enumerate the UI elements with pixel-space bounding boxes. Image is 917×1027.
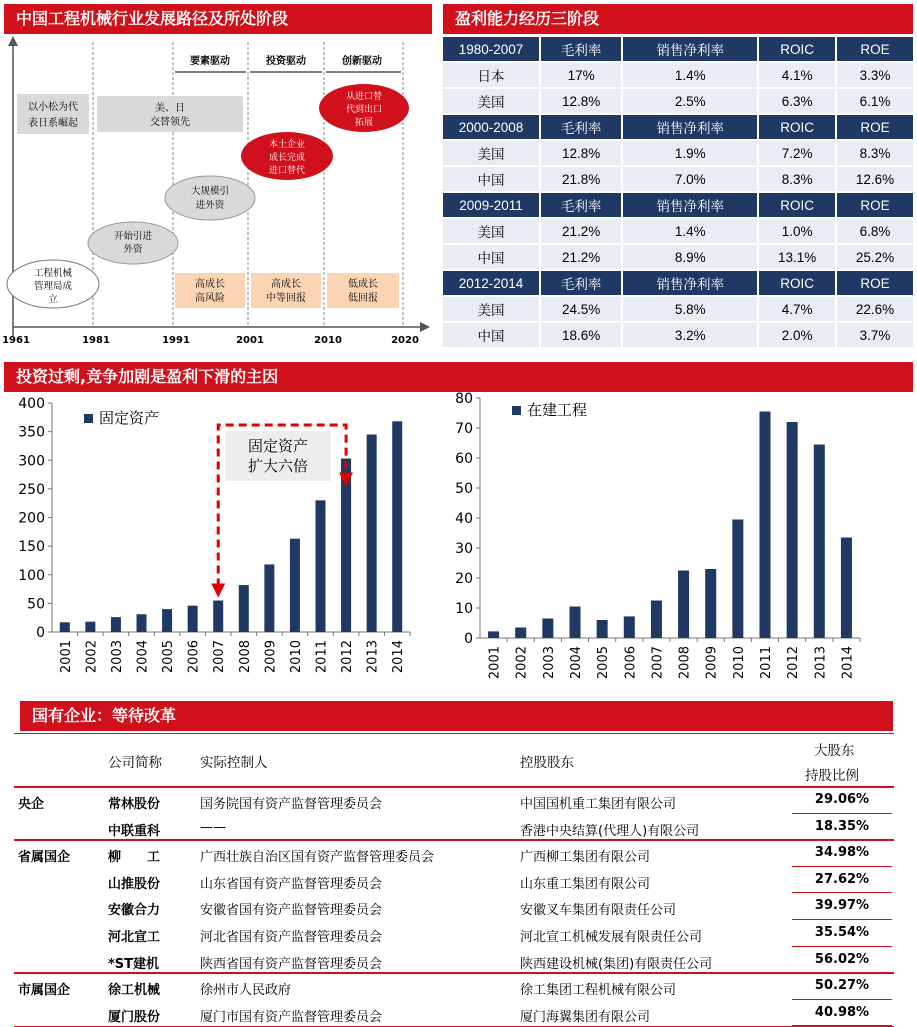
year-label: 2020: [391, 335, 419, 346]
x-tick-label: 2004: [135, 640, 151, 674]
x-tick-label: 2011: [759, 646, 774, 680]
leader-box: 美、日: [155, 103, 185, 114]
metric-value: 6.3%: [759, 89, 835, 113]
country-row: [443, 323, 913, 347]
bar: [760, 412, 771, 639]
table-row: [14, 920, 894, 947]
x-tick-label: 2013: [365, 640, 381, 674]
return-box: 低回报: [348, 293, 378, 304]
company-name: 厦门股份: [108, 1009, 161, 1025]
metric-header: 销售净利率: [623, 115, 757, 139]
bar: [367, 434, 377, 632]
stage-bubble: 本土企业: [268, 140, 306, 150]
country-name: 日本: [443, 63, 539, 87]
col-company: 公司简称: [108, 755, 162, 771]
metric-value: 22.6%: [837, 297, 913, 321]
x-tick-label: 2002: [84, 640, 100, 674]
x-tick-label: 2007: [650, 646, 666, 680]
soe-header: 国有企业：等待改革: [20, 701, 893, 731]
metric-value: 1.4%: [623, 219, 757, 243]
ratio-value: 27.62%: [792, 867, 892, 894]
driver-label: 创新驱动: [342, 56, 382, 67]
year-label: 1961: [2, 335, 30, 346]
table-row: [14, 840, 894, 867]
y-tick-label: 300: [18, 453, 45, 470]
return-box: 高成长: [195, 279, 225, 290]
metric-header: 毛利率: [541, 193, 621, 217]
y-axis-arrow: [8, 36, 18, 46]
table-row: [14, 787, 894, 814]
profitability-header: 盈利能力经历三阶段: [443, 4, 913, 34]
y-tick-label: 400: [18, 396, 45, 412]
metric-value: 2.5%: [623, 89, 757, 113]
ratio-value: 40.98%: [792, 1000, 892, 1027]
period-label: 1980-2007: [443, 37, 539, 61]
bar: [60, 622, 70, 632]
annotation-text: 固定资产: [247, 437, 309, 455]
x-tick-label: 2013: [813, 646, 829, 680]
country-name: 美国: [443, 297, 539, 321]
bar: [787, 422, 798, 638]
company-name: 河北宣工: [108, 930, 161, 945]
y-tick-label: 70: [455, 421, 473, 437]
holder-name: 山东重工集团有限公司: [520, 876, 651, 892]
period-label: 2009-2011: [443, 193, 539, 217]
y-tick-label: 10: [455, 601, 473, 617]
bar: [488, 631, 499, 638]
col-ratio: 大股东: [814, 743, 855, 759]
table-row: [14, 893, 894, 920]
x-tick-label: 2004: [569, 646, 584, 680]
controller-name: 河北省国有资产监督管理委员会: [200, 930, 383, 945]
ratio-value: 39.97%: [792, 893, 892, 920]
holder-name: 徐工集团工程机械有限公司: [520, 983, 677, 999]
ratio-value: 56.02%: [792, 947, 892, 974]
y-tick-label: 40: [455, 511, 473, 527]
metric-value: 25.2%: [837, 245, 913, 269]
development-path-diagram: [0, 36, 436, 352]
bar: [678, 571, 689, 639]
country-row: [443, 297, 913, 321]
metric-header: ROE: [837, 37, 913, 61]
metric-value: 3.2%: [623, 323, 757, 347]
metric-value: 5.8%: [623, 297, 757, 321]
metric-value: 21.2%: [541, 245, 621, 269]
country-name: 美国: [443, 89, 539, 113]
stage-bubble: 管理局成: [33, 281, 73, 292]
metric-value: 8.9%: [623, 245, 757, 269]
stage-bubble: 立: [48, 294, 58, 305]
metric-header: 毛利率: [541, 37, 621, 61]
metric-value: 13.1%: [759, 245, 835, 269]
metric-header: 销售净利率: [623, 271, 757, 295]
holder-name: 中国国机重工集团有限公司: [520, 797, 677, 812]
y-tick-label: 0: [36, 625, 45, 641]
y-tick-label: 250: [18, 481, 45, 498]
year-label: 1981: [82, 335, 110, 346]
leader-box: 以小松为代: [28, 102, 78, 113]
ratio-value: 29.06%: [792, 787, 892, 814]
country-row: [443, 167, 913, 191]
construction-in-progress-chart: [440, 388, 880, 690]
country-row: [443, 219, 913, 243]
controller-name: 山东省国有资产监督管理委员会: [200, 876, 383, 892]
x-tick-label: 2008: [237, 640, 253, 674]
metric-value: 12.8%: [541, 89, 621, 113]
metric-value: 21.8%: [541, 167, 621, 191]
x-tick-label: 2011: [314, 640, 330, 674]
country-name: 中国: [443, 245, 539, 269]
controller-name: 徐州市人民政府: [200, 983, 292, 999]
x-tick-label: 2005: [161, 640, 177, 674]
ratio-value: 50.27%: [792, 973, 892, 1000]
controller-name: 厦门市国有资产监督管理委员会: [200, 1009, 383, 1025]
group-label: 省属国企: [18, 850, 71, 866]
group-label: 市属国企: [18, 983, 71, 999]
metric-value: 24.5%: [541, 297, 621, 321]
bar: [137, 614, 147, 632]
country-name: 中国: [443, 167, 539, 191]
ratio-value: 35.54%: [792, 920, 892, 947]
y-tick-label: 50: [455, 481, 473, 497]
arrow-icon: [211, 584, 225, 598]
bar: [841, 538, 852, 639]
metric-value: 4.7%: [759, 297, 835, 321]
y-tick-label: 80: [455, 391, 473, 407]
country-name: 中国: [443, 323, 539, 347]
period-header-row: [443, 37, 913, 61]
bar: [705, 569, 716, 638]
country-row: [443, 89, 913, 113]
stage-bubble: 开始引进: [113, 231, 153, 242]
group-label: 央企: [18, 797, 45, 812]
return-box: 高风险: [195, 293, 225, 304]
table-row: [14, 973, 894, 1000]
metric-header: ROIC: [759, 193, 835, 217]
metric-value: 1.0%: [759, 219, 835, 243]
y-tick-label: 0: [464, 631, 473, 647]
metric-value: 7.0%: [623, 167, 757, 191]
metric-value: 18.6%: [541, 323, 621, 347]
company-name: 安徽合力: [108, 903, 161, 919]
controller-name: 广西壮族自治区国有资产监督管理委员会: [200, 850, 435, 866]
annotation-text: 扩大六倍: [247, 457, 309, 475]
country-row: [443, 141, 913, 165]
bar: [732, 520, 743, 639]
metric-value: 8.3%: [759, 167, 835, 191]
x-tick-label: 2001: [58, 640, 74, 674]
company-name: 常林股份: [108, 797, 161, 812]
legend-label: 在建工程: [527, 401, 588, 419]
period-label: 2012-2014: [443, 271, 539, 295]
x-tick-label: 2010: [731, 646, 747, 680]
metric-value: 2.0%: [759, 323, 835, 347]
period-header-row: [443, 193, 913, 217]
stage-bubble: 进外资: [195, 200, 225, 211]
legend-swatch: [512, 406, 521, 415]
return-box: 低成长: [348, 279, 378, 290]
investment-header: 投资过剩,竞争加剧是盈利下滑的主因: [4, 362, 913, 392]
bar: [264, 564, 274, 632]
profitability-table: [441, 35, 915, 349]
y-tick-label: 150: [18, 539, 45, 556]
bar: [814, 445, 825, 639]
stage-bubble: 工程机械: [33, 268, 73, 279]
metric-value: 3.3%: [837, 63, 913, 87]
stage-bubble: 外资: [123, 244, 143, 255]
metric-header: 毛利率: [541, 271, 621, 295]
stage-bubble: 拓展: [354, 118, 374, 128]
metric-header: 销售净利率: [623, 37, 757, 61]
x-tick-label: 2007: [212, 640, 228, 674]
table-row: [14, 814, 894, 841]
company-name: *ST建机: [108, 956, 160, 972]
holder-name: 香港中央结算(代理人)有限公司: [520, 823, 700, 839]
x-tick-label: 2009: [263, 640, 279, 674]
period-label: 2000-2008: [443, 115, 539, 139]
year-label: 1991: [162, 335, 190, 346]
y-tick-label: 60: [455, 451, 473, 467]
stage-bubble: 代到出口: [345, 105, 383, 115]
bar: [188, 606, 198, 632]
x-tick-label: 2003: [541, 646, 557, 680]
soe-header-row: [14, 733, 894, 787]
table-row: [14, 867, 894, 894]
legend-label: 固定资产: [99, 409, 160, 427]
x-tick-label: 2003: [109, 640, 125, 674]
company-name: 山推股份: [108, 876, 161, 892]
period-header-row: [443, 271, 913, 295]
country-row: [443, 245, 913, 269]
group-divider: [14, 972, 894, 974]
holder-name: 河北宣工机械发展有限责任公司: [520, 930, 703, 945]
controller-name: 国务院国有资产监督管理委员会: [200, 797, 383, 812]
bar: [85, 622, 95, 632]
metric-header: ROE: [837, 193, 913, 217]
col-controller: 实际控制人: [200, 755, 268, 771]
holder-name: 安徽叉车集团有限责任公司: [520, 903, 677, 919]
table-row: [14, 1000, 894, 1027]
x-tick-label: 2006: [186, 640, 202, 674]
leader-box: 表日系崛起: [28, 118, 78, 129]
metric-header: ROE: [837, 115, 913, 139]
x-axis-arrow: [420, 322, 430, 332]
stage-bubble: 大规模引: [190, 186, 230, 197]
return-box: 中等回报: [266, 293, 306, 304]
x-tick-label: 2002: [514, 646, 530, 680]
metric-header: 毛利率: [541, 115, 621, 139]
company-name: 柳 工: [108, 850, 161, 866]
table-row: [14, 947, 894, 974]
x-tick-label: 2005: [596, 646, 612, 680]
y-tick-label: 350: [18, 424, 45, 441]
fixed-assets-chart: [0, 395, 420, 690]
bar: [290, 539, 300, 632]
bar: [651, 601, 662, 639]
bar: [316, 500, 326, 632]
stage-bubble: 从进口替: [345, 92, 383, 102]
metric-value: 1.4%: [623, 63, 757, 87]
bar: [239, 585, 249, 632]
bar: [392, 421, 402, 632]
company-name: 中联重科: [108, 823, 161, 839]
holder-name: 广西柳工集团有限公司: [520, 850, 651, 866]
y-tick-label: 20: [455, 571, 473, 587]
metric-value: 4.1%: [759, 63, 835, 87]
metric-value: 7.2%: [759, 141, 835, 165]
company-name: 徐工机械: [108, 983, 161, 999]
controller-name: 陕西省国有资产监督管理委员会: [200, 956, 383, 972]
metric-header: ROIC: [759, 271, 835, 295]
stage-bubble: 进口替代: [268, 166, 306, 176]
year-label: 2001: [236, 335, 264, 346]
ratio-value: 34.98%: [792, 840, 892, 867]
metric-value: 6.8%: [837, 219, 913, 243]
x-tick-label: 2012: [786, 646, 802, 680]
legend-swatch: [84, 414, 93, 423]
return-box: 高成长: [271, 279, 301, 290]
leader-box: 交替领先: [150, 117, 190, 128]
metric-value: 21.2%: [541, 219, 621, 243]
x-tick-label: 2008: [677, 646, 693, 680]
metric-value: 6.1%: [837, 89, 913, 113]
col-ratio: 持股比例: [805, 768, 859, 784]
bar: [570, 607, 581, 639]
x-tick-label: 2010: [288, 640, 304, 674]
metric-value: 12.8%: [541, 141, 621, 165]
bar: [542, 619, 553, 639]
x-tick-label: 2014: [391, 640, 407, 674]
y-tick-label: 200: [18, 510, 45, 527]
x-tick-label: 2006: [623, 646, 639, 680]
holder-name: 陕西建设机械(集团)有限责任公司: [520, 956, 713, 972]
period-header-row: [443, 115, 913, 139]
bar: [597, 620, 608, 638]
controller-name: ——: [200, 819, 226, 835]
driver-label: 要素驱动: [190, 56, 230, 67]
bar: [515, 628, 526, 639]
ratio-value: 18.35%: [792, 814, 892, 841]
y-tick-label: 30: [455, 541, 473, 557]
metric-value: 3.7%: [837, 323, 913, 347]
bar: [213, 601, 223, 632]
stage-bubble: 成长完成: [268, 153, 306, 163]
country-row: [443, 63, 913, 87]
driver-label: 投资驱动: [266, 56, 306, 67]
metric-header: ROIC: [759, 37, 835, 61]
metric-header: 销售净利率: [623, 193, 757, 217]
bar: [111, 617, 121, 632]
metric-header: ROE: [837, 271, 913, 295]
year-label: 2010: [314, 335, 342, 346]
country-name: 美国: [443, 219, 539, 243]
bar: [624, 616, 635, 638]
group-divider: [14, 839, 894, 841]
development-path-header: 中国工程机械行业发展路径及所处阶段: [4, 4, 432, 34]
y-tick-label: 50: [27, 596, 45, 613]
x-tick-label: 2014: [840, 646, 856, 680]
col-holder: 控股股东: [520, 755, 574, 771]
x-tick-label: 2012: [340, 640, 356, 674]
y-tick-label: 100: [18, 567, 45, 584]
metric-value: 17%: [541, 63, 621, 87]
country-name: 美国: [443, 141, 539, 165]
metric-header: ROIC: [759, 115, 835, 139]
controller-name: 安徽省国有资产监督管理委员会: [200, 903, 383, 919]
metric-value: 12.6%: [837, 167, 913, 191]
x-tick-label: 2009: [704, 646, 720, 680]
metric-value: 1.9%: [623, 141, 757, 165]
holder-name: 厦门海翼集团有限公司: [520, 1009, 651, 1025]
metric-value: 8.3%: [837, 141, 913, 165]
x-tick-label: 2001: [487, 646, 503, 680]
bar: [162, 609, 172, 632]
